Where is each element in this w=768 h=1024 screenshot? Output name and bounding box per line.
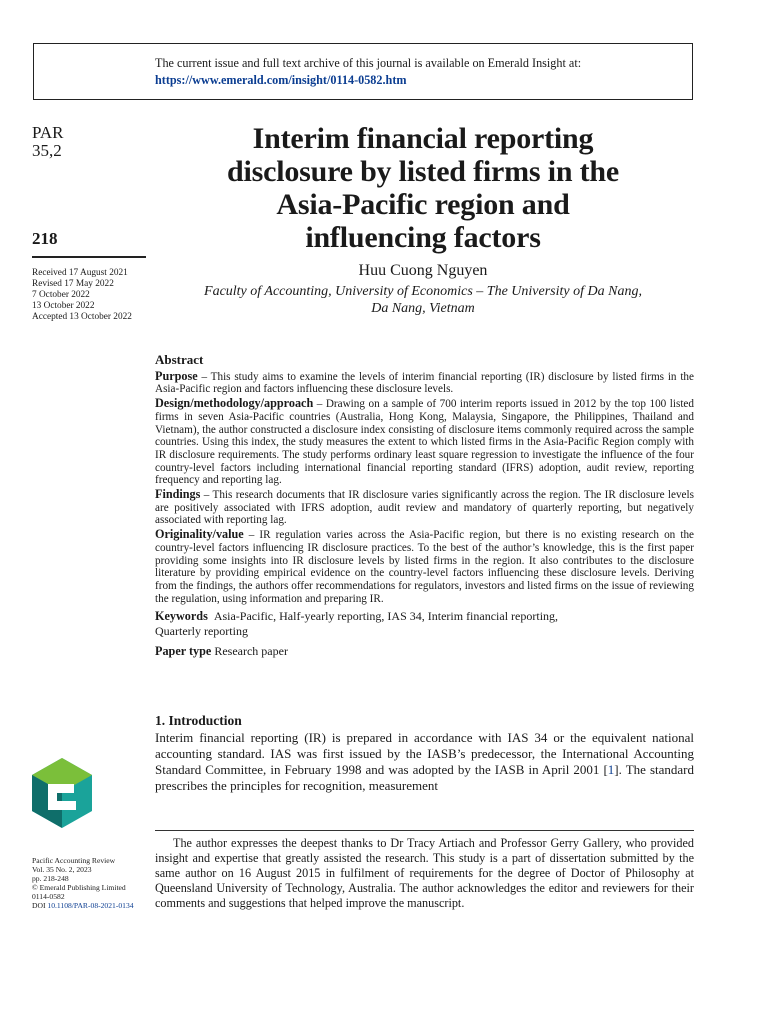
author-affiliation: [162, 283, 684, 317]
acknowledgement: The author expresses the deepest thanks to Dr Tracy Artiach and Professor Gerry Gallery, who provided insight and expertise that greatly assisted the research. This study is a part of dissertation submitted by the same author on 16 August 2015 in fulfilment of requirements for the degree of Doctor of Philosophy at Queensland University of Technology, Australia. The author acknowledges the editor and reviewers for their comments and suggestions that helped improve the manuscript.: [155, 836, 694, 910]
keywords-text: Asia-Pacific, Half-yearly reporting, IAS 34, Interim financial reporting,: [213, 609, 559, 624]
author-name: Huu Cuong Nguyen: [358, 262, 488, 279]
banner-text: The current issue and full text archive of this journal is available on Emerald Insight at:: [155, 56, 582, 70]
originality-label: Originality/value: [155, 527, 244, 542]
paper-type-label: Paper type: [155, 644, 212, 659]
date-line: Revised 17 May 2022: [32, 279, 114, 289]
abstract-design: [155, 397, 694, 487]
issn: 0114-0582: [32, 892, 65, 901]
keywords-label: Keywords: [155, 609, 208, 624]
date-line: 7 October 2022: [32, 290, 90, 300]
affiliation-line: Faculty of Accounting, University of Economics – The University of Da Nang,: [204, 284, 642, 299]
page-range: pp. 218-248: [32, 874, 69, 883]
article-title: [162, 122, 684, 254]
design-label: Design/methodology/approach: [155, 396, 314, 411]
intro-text-cont: ]. The standard prescribes the principles for recognition, measurement: [155, 762, 694, 793]
findings-label: Findings: [155, 487, 201, 502]
title-line: influencing factors: [305, 221, 541, 254]
abstract-originality: [155, 528, 694, 605]
abstract-section: [155, 354, 694, 659]
abstract-findings: [155, 488, 694, 527]
paper-type-text: Research paper: [214, 644, 288, 659]
journal-url-link[interactable]: https://www.emerald.com/insight/0114-0582.htm: [155, 73, 407, 87]
doi-line: [32, 901, 147, 910]
reference-link[interactable]: 1: [607, 762, 615, 777]
publication-info: [32, 856, 147, 910]
copyright: © Emerald Publishing Limited: [32, 883, 126, 892]
doi-label: DOI: [32, 901, 46, 910]
article-dates: [32, 268, 157, 323]
margin-divider: [32, 256, 146, 258]
abstract-purpose: [155, 370, 694, 396]
affiliation-line: Da Nang, Vietnam: [371, 301, 475, 316]
emerald-publishing-logo-icon: [32, 758, 92, 828]
date-line: 13 October 2022: [32, 301, 95, 311]
findings-text: – This research documents that IR disclosure varies significantly across the region. The IR disclosure levels are positively associated with IFRS adoption, audit review and mandatory of quarterly reporting, but negatively associated with reporting lag.: [155, 489, 694, 527]
journal-name: Pacific Accounting Review: [32, 856, 116, 865]
journal-code: [32, 124, 64, 160]
journal-volume: 35,2: [32, 141, 62, 160]
purpose-text: – This study aims to examine the levels of interim financial reporting (IR) disclosure by listed firms in the Asia-Pacific region and factors influencing these disclosure levels.: [155, 370, 694, 396]
title-line: Interim financial reporting: [252, 122, 594, 155]
date-line: Accepted 13 October 2022: [32, 312, 132, 322]
title-line: disclosure by listed firms in the: [226, 155, 620, 188]
introduction-body: [155, 730, 694, 794]
date-line: Received 17 August 2021: [32, 268, 128, 278]
page-number: 218: [32, 229, 58, 248]
introduction-heading: 1. Introduction: [155, 713, 242, 728]
footnote-divider: [155, 830, 694, 831]
paper-type: [155, 645, 694, 658]
purpose-label: Purpose: [155, 368, 198, 383]
intro-text: Interim financial reporting (IR) is prepared in accordance with IAS 34 or the equivalent national accounting standard. IAS was first issued by the IASB’s predecessor, the International Accounting Standard Committee, in February 1998 and was adopted by the IASB in April 2001 [: [155, 730, 694, 777]
abstract-heading: Abstract: [155, 352, 204, 367]
design-text: – Drawing on a sample of 700 interim reports issued in 2012 by the top 100 listed firms in seven Asia-Pacific countries (Australia, Hong Kong, Malaysia, Singapore, the Philippines, Thailand and Vietnam), the author constructed a disclosure index consisting of disclosure items commonly required across the sample countries. Using this index, the study measures the extent to which listed firms in the Asia-Pacific Region comply with IR disclosure requirements. The study performs ordinary least square regression to investigate the influence of the four country-level factors including international financial reporting standard (IFRS) adoption, audit review, reporting frequency and reporting lag.: [155, 398, 694, 487]
volume-line: Vol. 35 No. 2, 2023: [32, 865, 92, 874]
title-line: Asia-Pacific region and: [276, 188, 570, 221]
journal-banner: [33, 43, 693, 100]
banner-text-block: [155, 55, 581, 89]
keywords-text-2: Quarterly reporting: [155, 624, 248, 639]
journal-abbrev: PAR: [32, 123, 64, 142]
keywords: [155, 609, 694, 639]
originality-text: – IR regulation varies across the Asia-Pacific region, but there is no existing research on the country-level factors influencing IR disclosure practices. To the best of the author’s knowledge, this is the first paper providing some insights into IR disclosure levels by listed firms in the region. It also contributes to the disclosure literature by providing empirical evidence on the country-level factors influencing these disclosure levels. Deriving from the findings, the authors offer recommendations for regulators, investors and listed firms on the issue of reviewing the regulation, using information and preparing IR.: [155, 529, 694, 605]
doi-link[interactable]: 10.1108/PAR-08-2021-0134: [47, 901, 134, 910]
introduction-section: [155, 713, 694, 794]
